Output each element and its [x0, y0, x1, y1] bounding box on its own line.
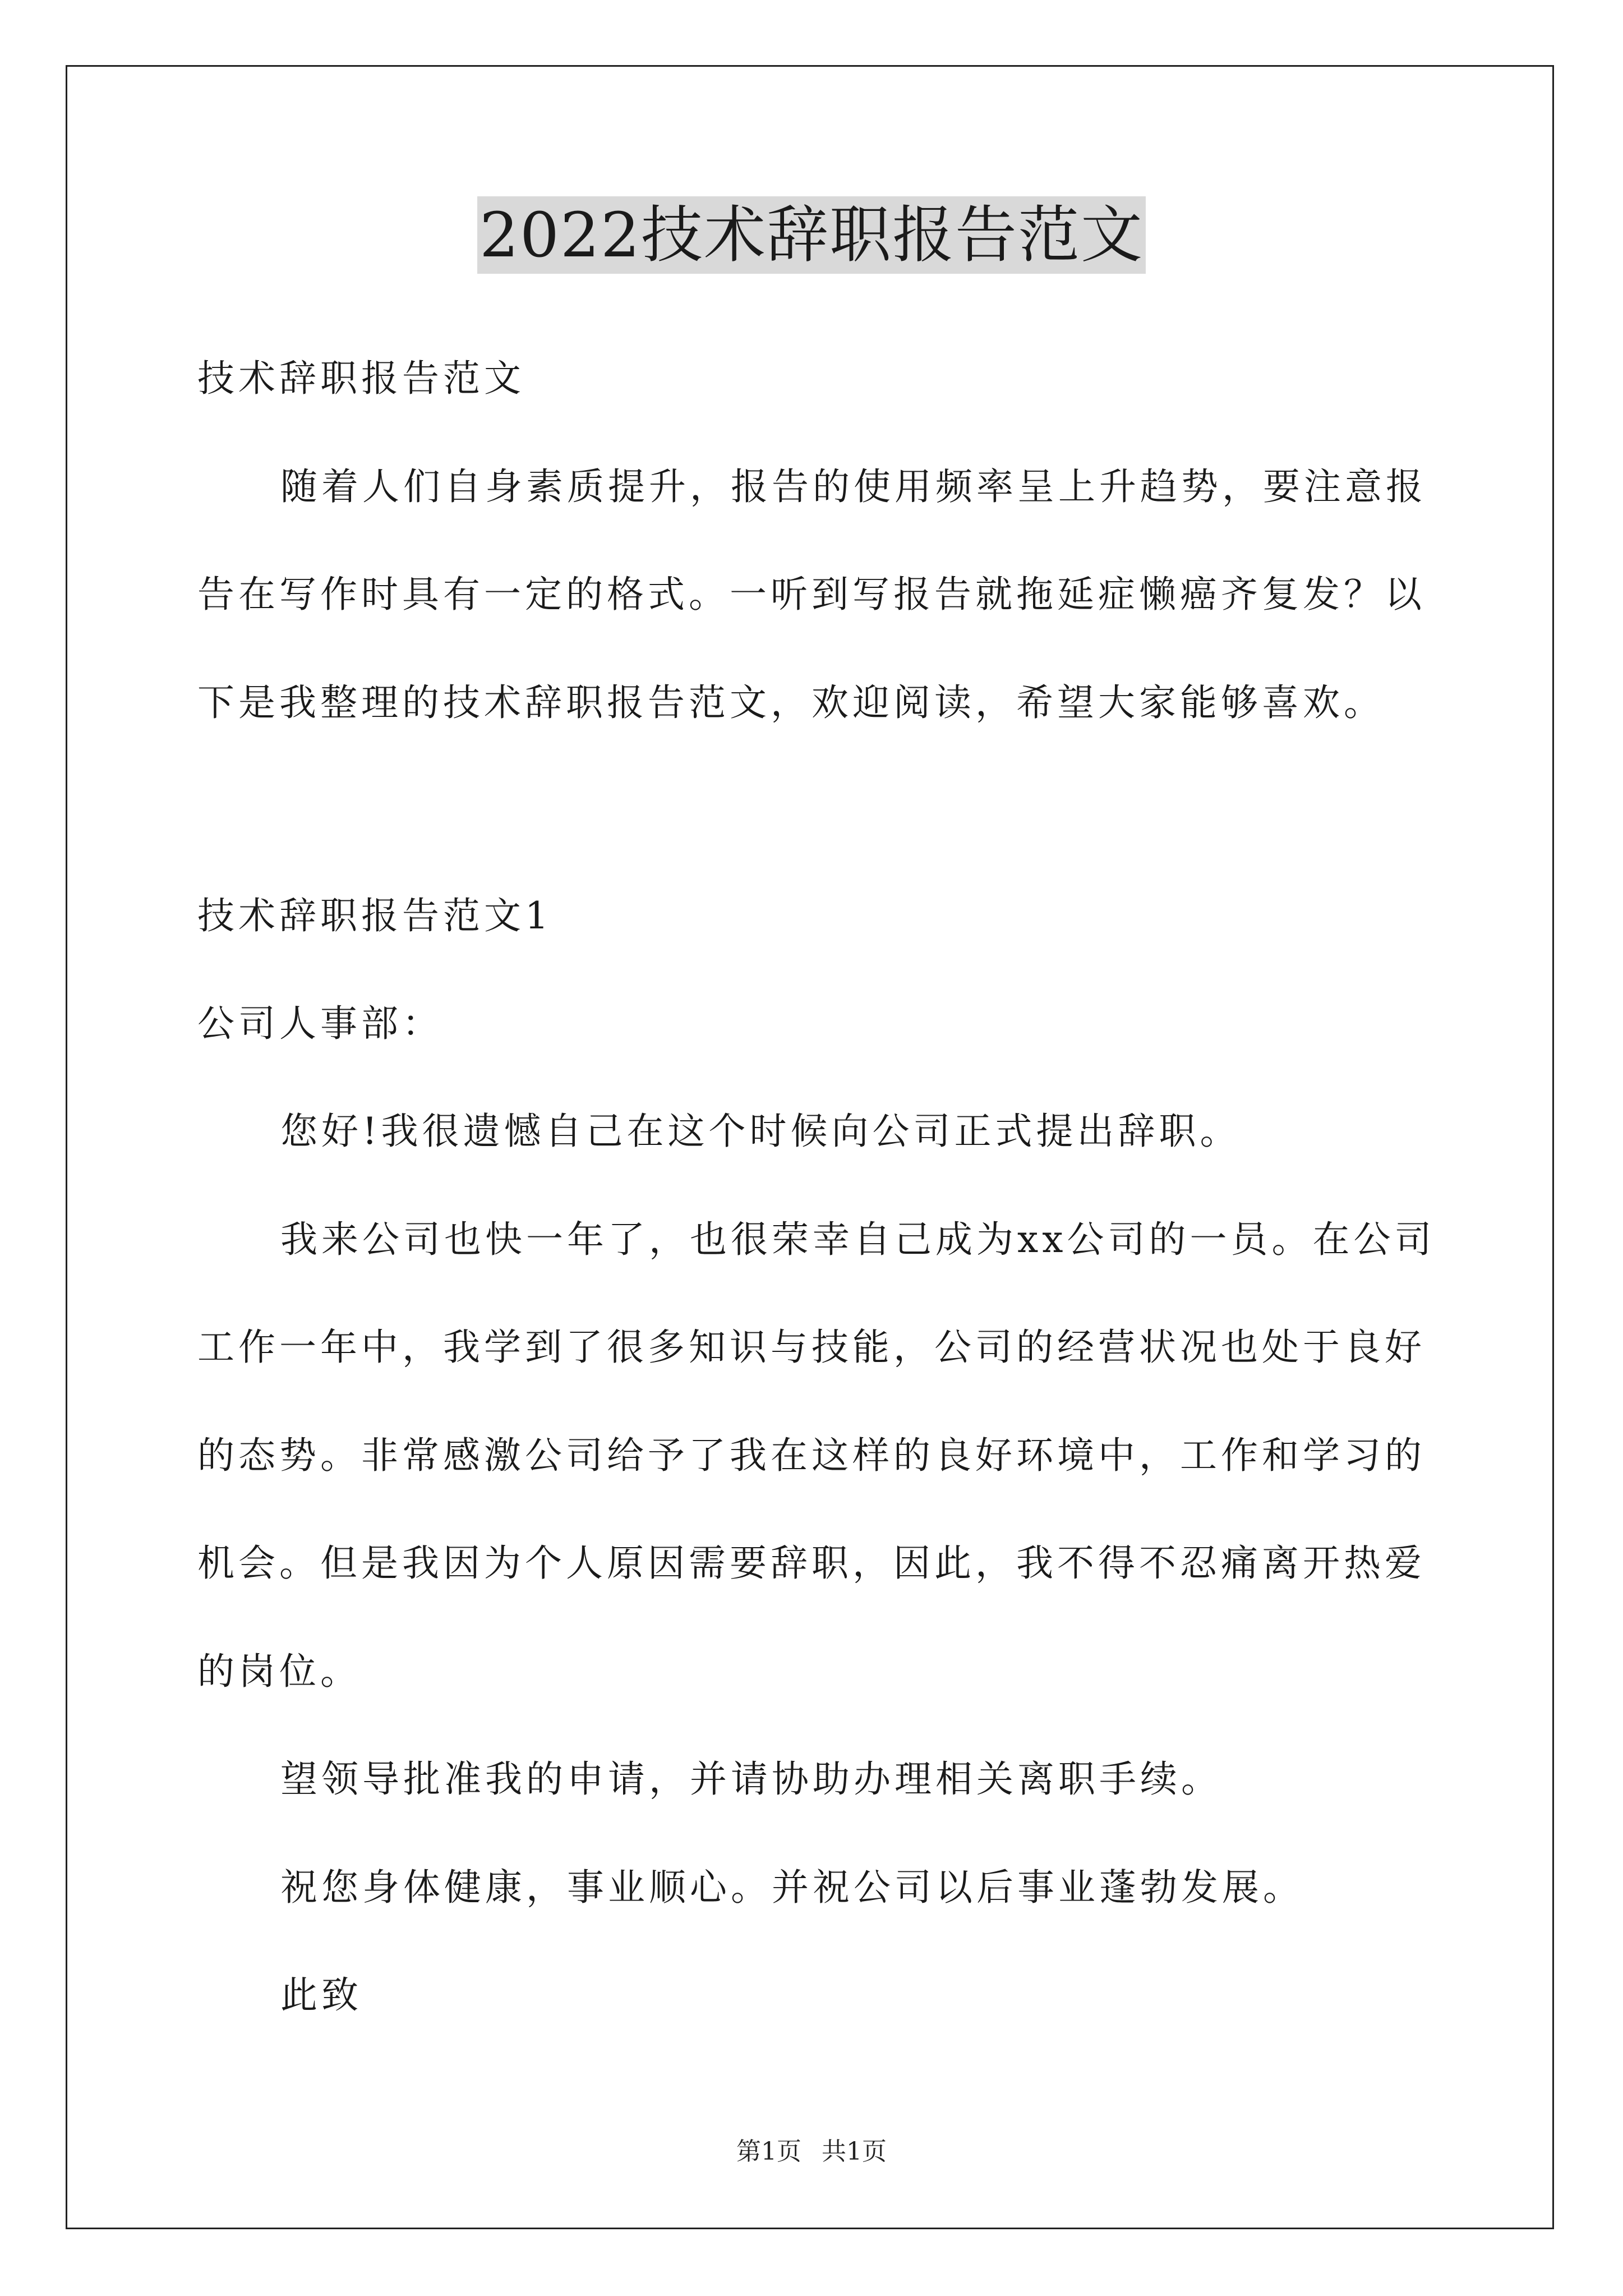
salutation: 公司人事部：: [197, 1002, 443, 1045]
intro-heading: 技术辞职报告范文: [197, 357, 525, 400]
document-title: 2022技术辞职报告范文: [477, 196, 1146, 274]
title-container: [0, 196, 1623, 274]
intro-line-3: 下是我整理的技术辞职报告范文，欢迎阅读，希望大家能够喜欢。: [197, 681, 1385, 724]
paragraph-2-line-1: 我来公司也快一年了，也很荣幸自己成为xx公司的一员。在公司: [280, 1218, 1436, 1261]
page-number: 第1页: [736, 2137, 801, 2166]
intro-line-1: 随着人们自身素质提升，报告的使用频率呈上升趋势，要注意报: [280, 465, 1427, 508]
paragraph-3: 望领导批准我的申请，并请协助办理相关离职手续。: [280, 1757, 1222, 1801]
page-total: 共1页: [822, 2137, 887, 2166]
paragraph-2-line-4: 机会。但是我因为个人原因需要辞职，因此，我不得不忍痛离开热爱: [197, 1542, 1426, 1585]
paragraph-2-line-2: 工作一年中，我学到了很多知识与技能，公司的经营状况也处于良好: [197, 1326, 1426, 1369]
intro-line-2: 告在写作时具有一定的格式。一听到写报告就拖延症懒癌齐复发？以: [197, 573, 1426, 616]
paragraph-1: 您好!我很遗憾自己在这个时候向公司正式提出辞职。: [280, 1110, 1241, 1153]
paragraph-2-line-5: 的岗位。: [197, 1650, 361, 1693]
section-heading: 技术辞职报告范文1: [197, 894, 552, 937]
paragraph-4: 祝您身体健康，事业顺心。并祝公司以后事业蓬勃发展。: [280, 1866, 1304, 1909]
closing: 此致: [280, 1973, 362, 2017]
paragraph-2-line-3: 的态势。非常感激公司给予了我在这样的良好环境中，工作和学习的: [197, 1434, 1426, 1477]
page-footer: [0, 2136, 1623, 2168]
